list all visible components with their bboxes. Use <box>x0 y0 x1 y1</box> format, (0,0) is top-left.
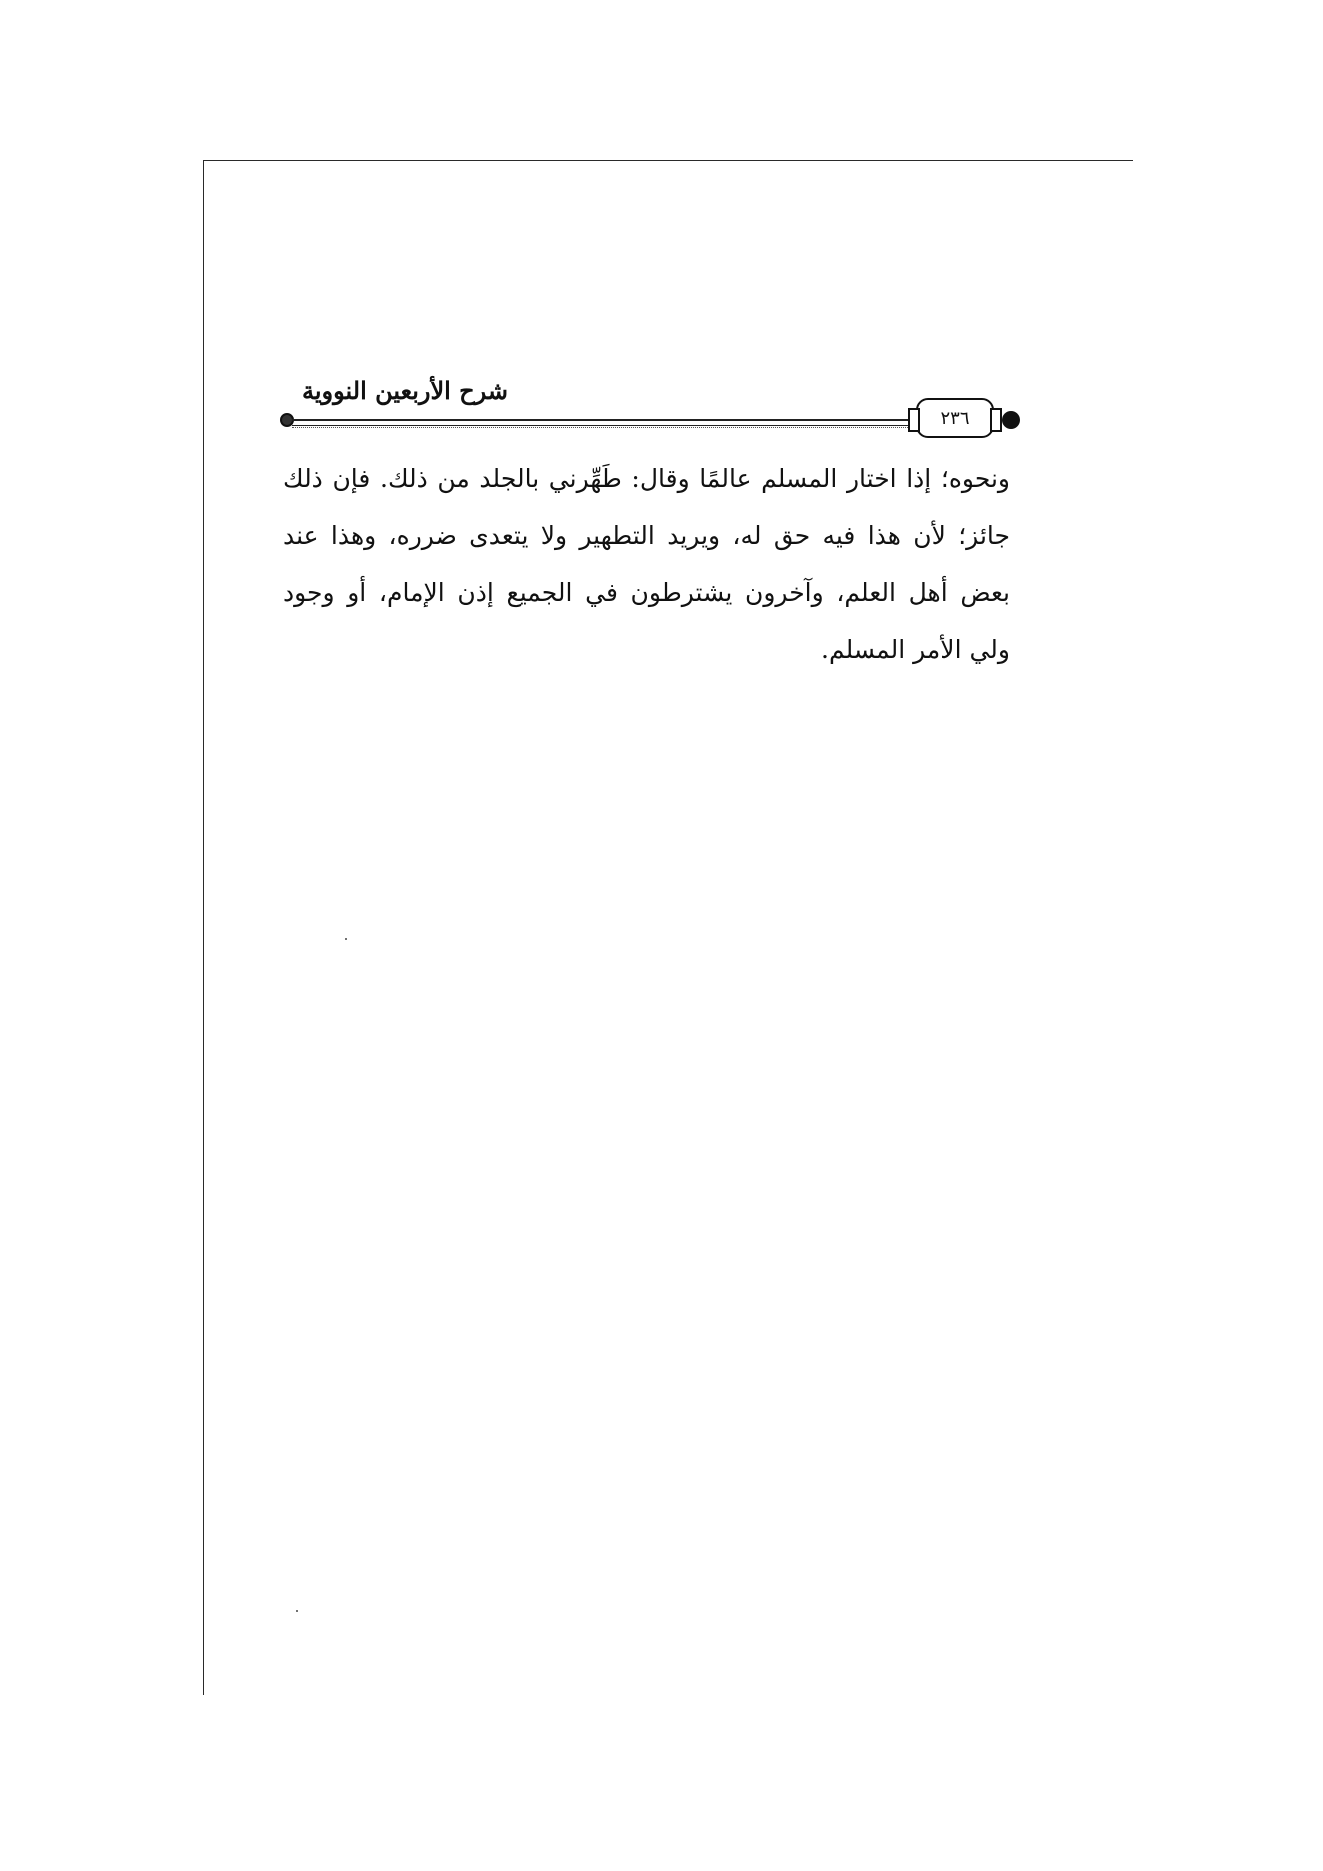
page-number: ٢٣٦ <box>916 398 994 438</box>
header-rule <box>292 419 986 426</box>
book-title: شرح الأربعين النووية <box>302 376 509 405</box>
scan-speck <box>345 938 347 940</box>
scan-speck <box>296 1610 298 1612</box>
header-right-ornament-icon <box>1002 411 1020 429</box>
scan-frame-left <box>203 160 204 1695</box>
scan-frame-top <box>203 160 1133 161</box>
header-rule-dotted <box>292 427 986 428</box>
body-text <box>283 450 1010 678</box>
body-paragraph: ونحوه؛ إذا اختار المسلم عالمًا وقال: طَهِّرني بالجلد من ذلك. فإن ذلك جائز؛ لأن هذا فيه حق له، ويريد التطهير ولا يتعدى ضرره، وهذا عند بعض أهل العلم، وآخرون يشترطون في الجميع إذن الإمام، أو وجود ولي الأمر المسلم. <box>283 464 1010 664</box>
running-header <box>280 372 1020 442</box>
